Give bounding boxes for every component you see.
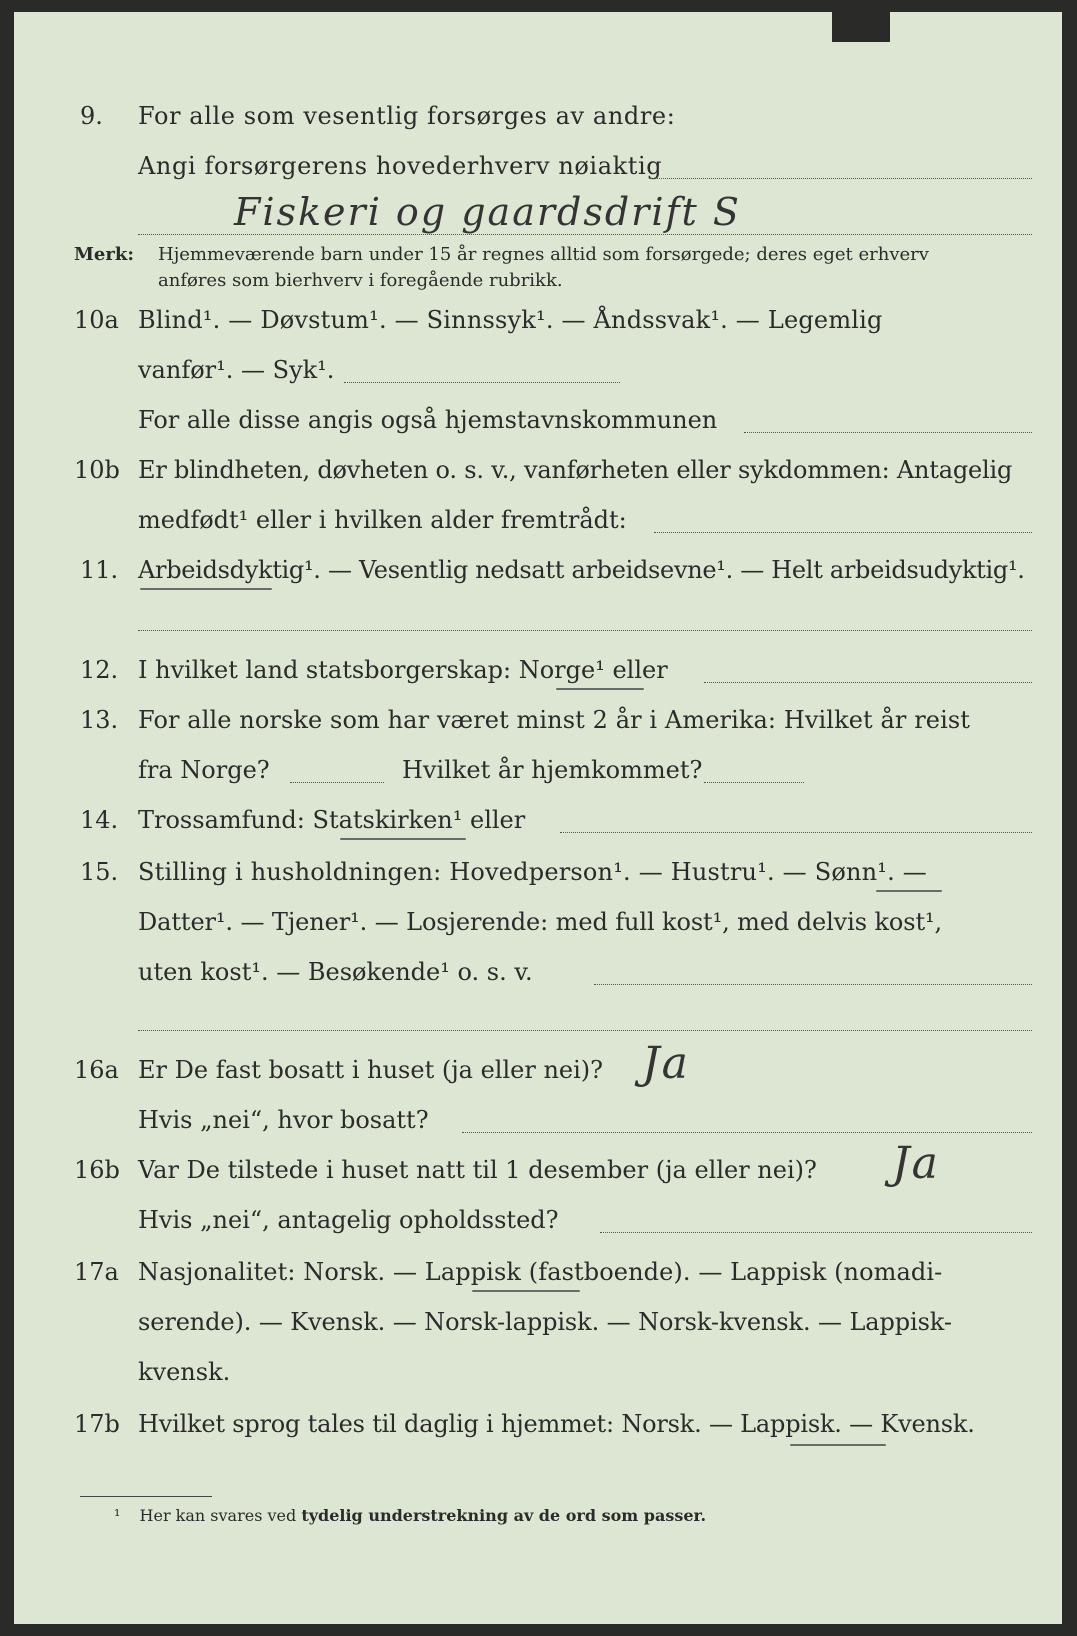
question-text: vanfør¹. — Syk¹. bbox=[138, 356, 335, 384]
answer-line bbox=[704, 682, 1032, 683]
question-number: 13. bbox=[80, 706, 119, 734]
note-text: anføres som bierhverv i foregående rubrikk. bbox=[158, 270, 563, 291]
answer-line bbox=[600, 1232, 1032, 1233]
question-13-line2 bbox=[14, 748, 1062, 794]
handwritten-underline bbox=[876, 890, 942, 892]
answer-line bbox=[654, 532, 1032, 533]
footnote-mark: ¹ bbox=[114, 1506, 121, 1525]
question-14 bbox=[14, 798, 1062, 844]
question-15-line4 bbox=[14, 996, 1062, 1042]
question-text: For alle norske som har været minst 2 år i Amerika: Hvilket år reist bbox=[138, 706, 971, 734]
question-11-line2 bbox=[14, 596, 1062, 642]
question-number: 14. bbox=[80, 806, 119, 834]
question-text: serende). — Kvensk. — Norsk-lappisk. — Norsk-kvensk. — Lappisk- bbox=[138, 1308, 952, 1336]
question-11 bbox=[14, 548, 1062, 594]
question-number: 15. bbox=[80, 858, 119, 886]
question-text: For alle som vesentlig forsørges av andre: bbox=[138, 102, 676, 130]
handwritten-underline bbox=[556, 688, 644, 690]
question-10a-line2 bbox=[14, 348, 1062, 394]
question-16b-line2 bbox=[14, 1198, 1062, 1244]
note-merk bbox=[14, 234, 1062, 290]
question-text: Datter¹. — Tjener¹. — Losjerende: med full kost¹, med delvis kost¹, bbox=[138, 908, 943, 936]
question-text: Stilling i husholdningen: Hovedperson¹. — Hustru¹. — Sønn¹. — bbox=[138, 858, 927, 886]
question-text: Angi forsørgerens hovederhverv nøiaktig bbox=[138, 152, 663, 180]
answer-line bbox=[744, 432, 1032, 433]
question-number: 16a bbox=[74, 1056, 119, 1084]
question-17a bbox=[14, 1250, 1062, 1296]
question-number: 16b bbox=[74, 1156, 120, 1184]
handwritten-answer: Ja bbox=[892, 1138, 940, 1189]
question-10a-line3 bbox=[14, 398, 1062, 444]
question-text: For alle disse angis også hjemstavnskommunen bbox=[138, 406, 718, 434]
footnote bbox=[114, 1506, 706, 1525]
handwritten-answer: Fiskeri og gaardsdrift S bbox=[234, 190, 741, 234]
answer-line bbox=[138, 1030, 1032, 1031]
question-15-line3 bbox=[14, 950, 1062, 996]
question-number: 17a bbox=[74, 1258, 119, 1286]
question-10b-line2 bbox=[14, 498, 1062, 544]
question-15-line2 bbox=[14, 900, 1062, 946]
question-9-line2 bbox=[14, 144, 1062, 190]
question-text: kvensk. bbox=[138, 1358, 231, 1386]
question-17b bbox=[14, 1402, 1062, 1448]
question-text: Var De tilstede i huset natt til 1 desember (ja eller nei)? bbox=[138, 1156, 817, 1184]
question-text: Nasjonalitet: Norsk. — Lappisk (fastboende). — Lappisk (nomadi- bbox=[138, 1258, 943, 1286]
question-15 bbox=[14, 850, 1062, 896]
question-12 bbox=[14, 648, 1062, 694]
question-text: Arbeidsdyktig¹. — Vesentlig nedsatt arbeidsevne¹. — Helt arbeidsudyktig¹. bbox=[138, 556, 1025, 584]
question-number: 11. bbox=[80, 556, 119, 584]
question-number: 12. bbox=[80, 656, 119, 684]
handwritten-underline bbox=[340, 838, 466, 840]
question-text: fra Norge? bbox=[138, 756, 270, 784]
question-text: Hvilket år hjemkommet? bbox=[402, 756, 703, 784]
question-text: Er blindheten, døvheten o. s. v., vanførheten eller sykdommen: Antagelig bbox=[138, 456, 1013, 484]
corner-tab bbox=[832, 12, 890, 42]
question-text: Hvis „nei“, antagelig opholdssted? bbox=[138, 1206, 559, 1234]
question-text: Er De fast bosatt i huset (ja eller nei)? bbox=[138, 1056, 604, 1084]
question-text: Hvilket sprog tales til daglig i hjemmet: Norsk. — Lappisk. — Kvensk. bbox=[138, 1410, 975, 1438]
question-text: Trossamfund: Statskirken¹ eller bbox=[138, 806, 526, 834]
answer-line bbox=[344, 382, 620, 383]
question-9 bbox=[14, 94, 1062, 140]
handwritten-answer: Ja bbox=[642, 1038, 690, 1089]
footnote-rule bbox=[80, 1496, 212, 1497]
note-label: Merk: bbox=[74, 244, 134, 265]
question-16b bbox=[14, 1138, 1062, 1194]
question-17a-line3 bbox=[14, 1350, 1062, 1396]
question-16a bbox=[14, 1038, 1062, 1094]
question-number: 10a bbox=[74, 306, 119, 334]
answer-line bbox=[462, 1132, 1032, 1133]
question-10b bbox=[14, 448, 1062, 494]
question-text: I hvilket land statsborgerskap: Norge¹ eller bbox=[138, 656, 668, 684]
question-text: medfødt¹ eller i hvilken alder fremtrådt: bbox=[138, 506, 627, 534]
question-text: uten kost¹. — Besøkende¹ o. s. v. bbox=[138, 958, 533, 986]
question-13 bbox=[14, 698, 1062, 744]
note-text: Hjemmeværende barn under 15 år regnes alltid som forsørgede; deres eget erhverv bbox=[158, 244, 929, 265]
question-number: 9. bbox=[80, 102, 103, 130]
handwritten-underline bbox=[140, 588, 272, 590]
footnote-bold-text: tydelig understrekning av de ord som passer. bbox=[301, 1506, 707, 1525]
question-10a bbox=[14, 298, 1062, 344]
question-17a-line2 bbox=[14, 1300, 1062, 1346]
answer-line bbox=[594, 984, 1032, 985]
handwritten-underline bbox=[472, 1290, 580, 1292]
answer-line bbox=[290, 782, 384, 783]
answer-line bbox=[560, 832, 1032, 833]
answer-line bbox=[138, 630, 1032, 631]
census-form-page bbox=[14, 12, 1062, 1624]
question-number: 17b bbox=[74, 1410, 120, 1438]
question-number: 10b bbox=[74, 456, 120, 484]
answer-line bbox=[650, 178, 1032, 179]
answer-line bbox=[704, 782, 804, 783]
question-text: Blind¹. — Døvstum¹. — Sinnssyk¹. — Åndssvak¹. — Legemlig bbox=[138, 306, 883, 334]
footnote-text: Her kan svares ved bbox=[139, 1506, 297, 1525]
question-text: Hvis „nei“, hvor bosatt? bbox=[138, 1106, 429, 1134]
handwritten-underline bbox=[790, 1444, 886, 1446]
